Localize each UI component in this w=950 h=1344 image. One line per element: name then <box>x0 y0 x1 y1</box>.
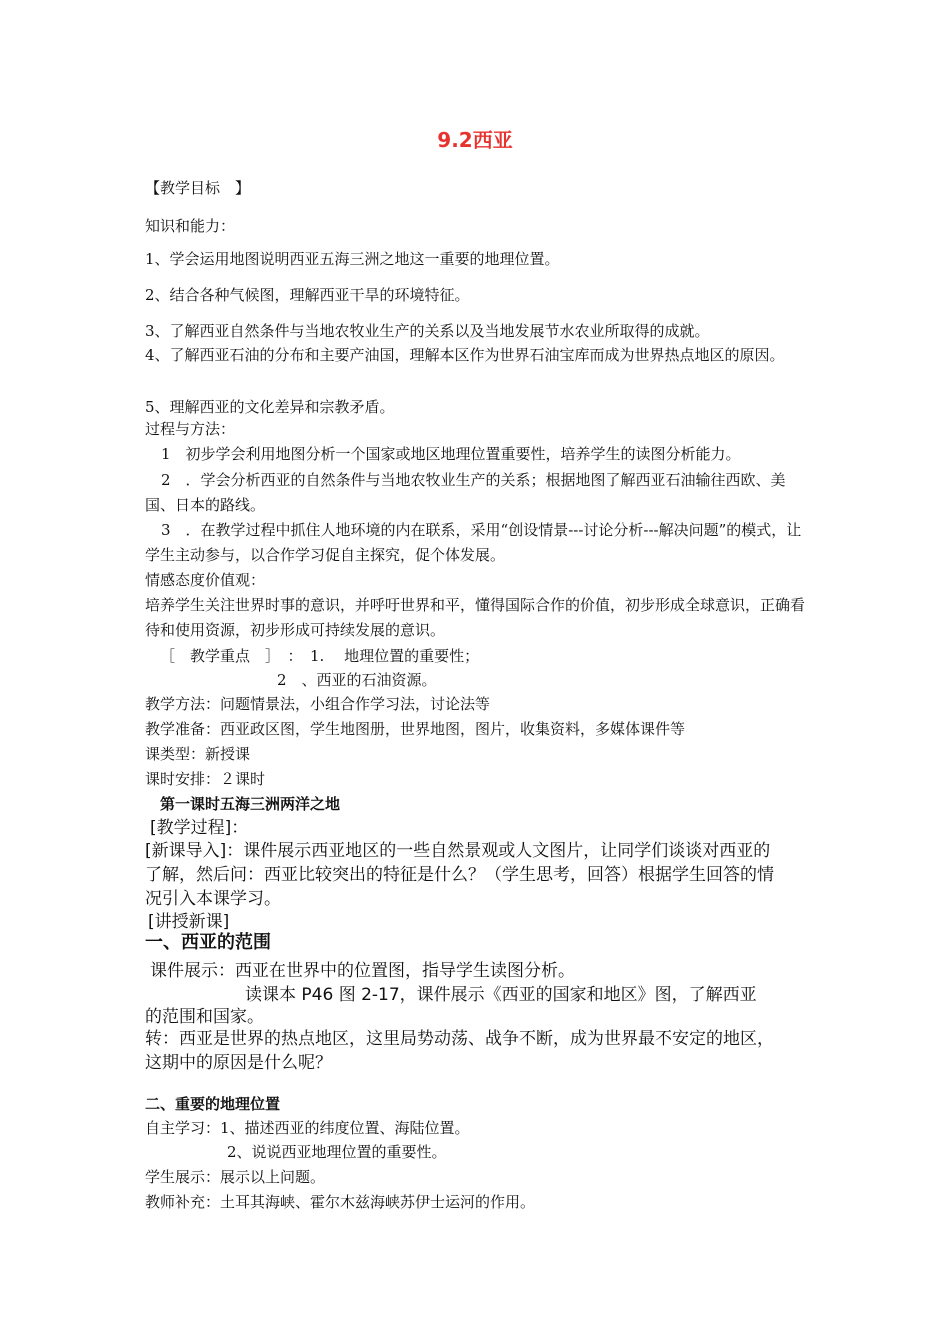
knowledge-item-3: 3、了解西亚自然条件与当地农牧业生产的关系以及当地发展节水农业所取得的成就。 <box>145 322 710 340</box>
self-study-2: 2、说说西亚地理位置的重要性。 <box>227 1143 447 1161</box>
objectives-heading: 【教学目标 】 <box>145 179 251 197</box>
key-points-line-1: ［ 教学重点 ］ ： 1. 地理位置的重要性； <box>160 647 480 665</box>
attitude-text: 培养学生关注世界时事的意识，并呼吁世界和平，懂得国际合作的价值，初步形成全球意识，正确看待和使用资源，初步形成可持续发展的意识。 <box>145 596 806 639</box>
process-item-2: 2 ．学会分析西亚的自然条件与当地农牧业生产的关系；根据地图了解西亚石油输往西欧、美国、日本的路线。 <box>145 471 786 514</box>
knowledge-item-4: 4、了解西亚石油的分布和主要产油国，理解本区作为世界石油宝库而成为世界热点地区的原因。 <box>145 346 785 364</box>
section-1-paragraph-2a: 读课本 P46 图 2-17，课件展示《西亚的国家和地区》图，了解西亚 <box>245 985 757 1005</box>
section-1-paragraph-1: 课件展示：西亚在世界中的位置图，指导学生读图分析。 <box>150 961 575 981</box>
section-1-heading: 一、西亚的范围 <box>145 932 271 953</box>
section-1-paragraph-3: 转：西亚是世界的热点地区，这里局势动荡、战争不断，成为世界最不安定的地区，这期中的原因是什么呢？ <box>145 1029 774 1073</box>
lesson-type: 课类型：新授课 <box>145 745 251 763</box>
process-label: [教学过程]： <box>150 818 249 838</box>
teaching-method: 教学方法：问题情景法，小组合作学习法，讨论法等 <box>145 695 491 713</box>
key-points-line-2: 2 、西亚的石油资源。 <box>277 671 437 689</box>
intro-text: [新课导入]：课件展示西亚地区的一些自然景观或人文图片，让同学们谈谈对西亚的了解，然后问：西亚比较突出的特征是什么？（学生思考，回答）根据学生回答的情况引入本课学习。 <box>145 841 774 909</box>
lesson-schedule: 课时安排：２课时 <box>145 770 266 788</box>
teacher-supplement: 教师补充：土耳其海峡、霍尔木兹海峡苏伊士运河的作用。 <box>145 1193 536 1211</box>
page-title: 9.2西亚 <box>437 128 513 152</box>
section-1-paragraph-2b: 的范围和国家。 <box>145 1007 264 1027</box>
knowledge-item-2: 2、结合各种气候图，理解西亚干旱的环境特征。 <box>145 286 470 304</box>
process-heading: 过程与方法： <box>145 420 236 438</box>
process-item-3: 3 ．在教学过程中抓住人地环境的内在联系，采用“创设情景---讨论分析---解决问题”的模式，让学生主动参与，以合作学习促自主探究，促个体发展。 <box>145 521 802 564</box>
knowledge-item-1: 1、学会运用地图说明西亚五海三洲之地这一重要的地理位置。 <box>145 250 560 268</box>
knowledge-heading: 知识和能力： <box>145 217 236 235</box>
attitude-heading: 情感态度价值观： <box>145 571 266 589</box>
new-lesson-label: [讲授新课] <box>148 912 230 932</box>
teaching-prep: 教学准备：西亚政区图，学生地图册，世界地图，图片，收集资料，多媒体课件等 <box>145 720 686 738</box>
self-study-1: 自主学习：1、描述西亚的纬度位置、海陆位置。 <box>145 1119 470 1137</box>
knowledge-item-5: 5、理解西亚的文化差异和宗教矛盾。 <box>145 398 395 416</box>
process-item-1: 1 初步学会利用地图分析一个国家或地区地理位置重要性，培养学生的读图分析能力。 <box>161 445 741 463</box>
section-2-heading: 二、重要的地理位置 <box>145 1095 281 1113</box>
student-show: 学生展示：展示以上问题。 <box>145 1168 326 1186</box>
lesson-1-title: 第一课时五海三洲两洋之地 <box>160 795 341 813</box>
